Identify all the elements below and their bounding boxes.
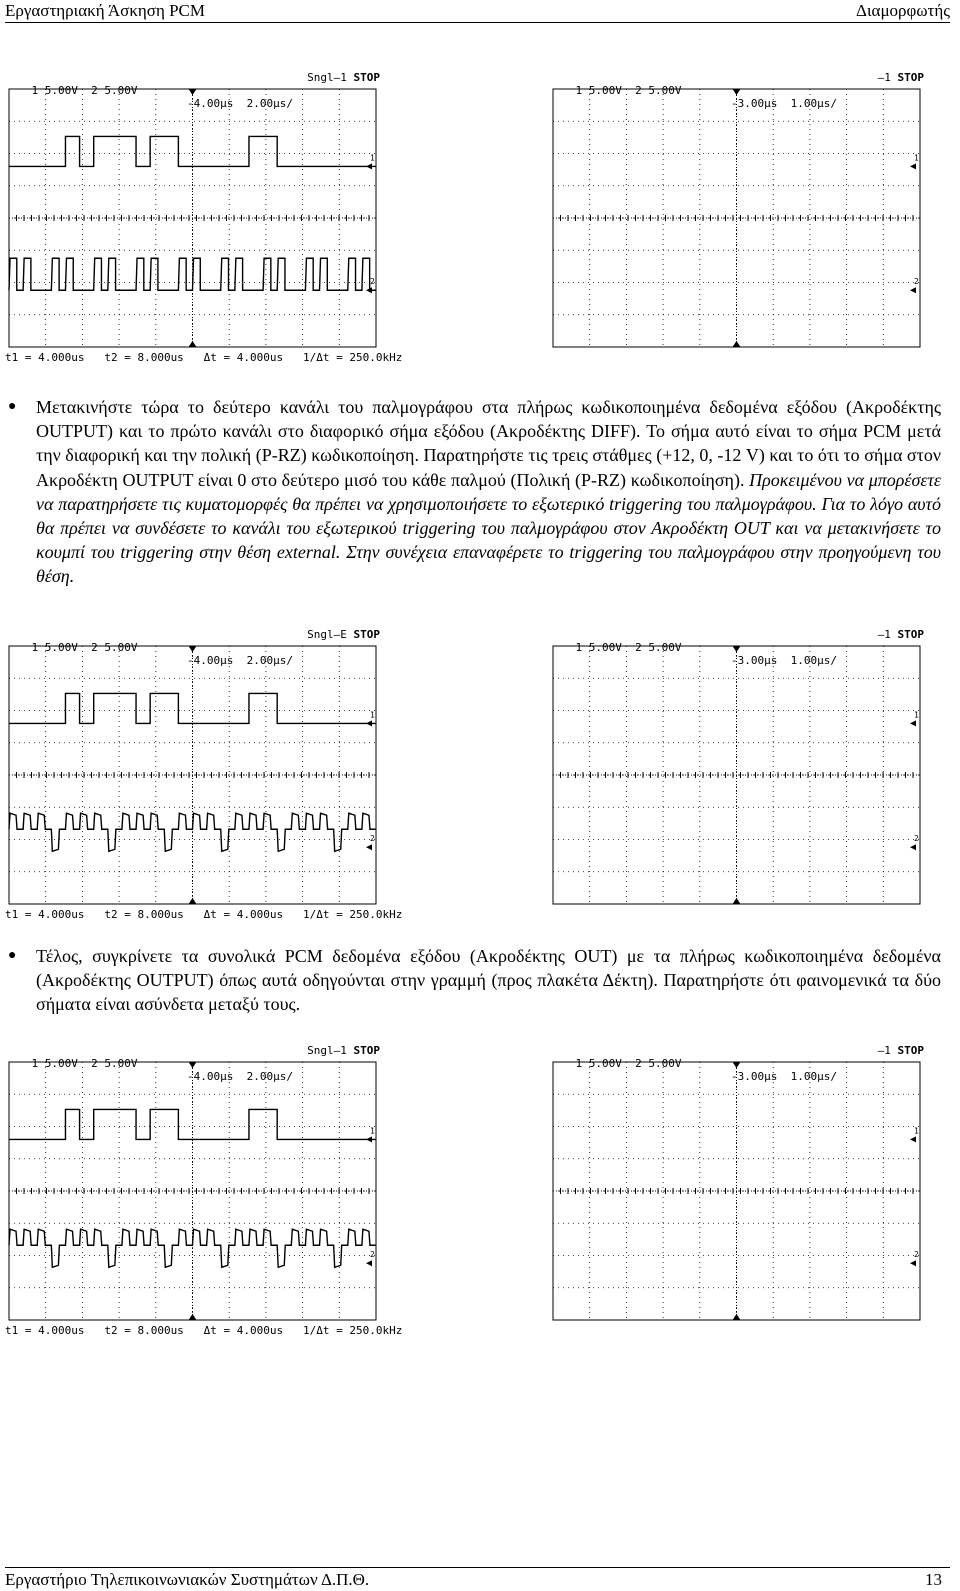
trigger-marker-bottom <box>733 898 741 904</box>
channel-2-marker: 2 <box>914 834 919 844</box>
stop-indicator: STOP <box>897 71 924 84</box>
channel-1-marker: 1 <box>370 153 375 163</box>
paragraph-1-italic: Προκειμένου να μπορέσετε να παρατηρήσετε τις κυματομορφές θα πρέπει να χρησιμοποιήσετε το εξωτερικό triggering του παλμογράφου. Για το λόγο αυτό θα πρέπει να συνδέσετε το κανάλι του εξωτερικού triggering του παλμογράφου στον Ακροδέκτη OUT και να μετακινήσετε το κουμπί του triggering στην θέση external. Στην συνέχεια επαναφέρετε το triggering του παλμογράφου στην προηγούμενη του θέση. <box>36 469 941 587</box>
trigger-marker-bottom <box>733 341 741 347</box>
bullet-icon: ● <box>8 399 17 414</box>
scope-header <box>549 71 924 110</box>
run-status <box>878 628 924 641</box>
bullet-icon: ● <box>8 948 17 963</box>
timebase: -3.00µs 1.00µs/ <box>731 97 837 110</box>
stop-indicator: STOP <box>353 1044 380 1057</box>
stop-indicator: STOP <box>353 71 380 84</box>
timebase: -4.00µs 2.00µs/ <box>187 1070 293 1083</box>
graticule <box>5 1058 380 1324</box>
acq-mode: Sngl <box>307 71 334 84</box>
channel-2-marker: 2 <box>914 1250 919 1260</box>
page-number: 13 <box>925 1570 942 1589</box>
trigger-marker-top <box>733 1062 741 1068</box>
channel-2-ground-marker <box>910 1260 916 1266</box>
header-section: Διαμορφωτής <box>856 1 950 20</box>
paragraph-1-text: Μετακινήστε τώρα το δεύτερο κανάλι του παλμογράφου στα πλήρως κωδικοποιημένα δεδομένα εξόδου (Ακροδέκτης OUTPUT) και το πρώτο κανάλι στο διαφορικό σήμα εξόδου (Ακροδέκτης DIFF). Το σήμα αυτό είναι το σήμα PCM μετά την διαφορική και την πολική (P-RZ) κωδικοποίηση. Παρατηρήστε τις τρεις στάθμες (+12, 0, -12 V) και το ότι το σήμα στον Ακροδέκτη OUTPUT είναι 0 στο δεύτερο μισό του κάθε παλμού (Πολική (P-RZ) κωδικοποίηση). <box>36 397 941 490</box>
channel-1-marker: 1 <box>914 1126 919 1136</box>
scope-screen-2 <box>549 71 924 364</box>
trigger-marker-top <box>189 1062 197 1068</box>
scope-screen-3 <box>5 628 403 921</box>
stop-indicator: STOP <box>897 1044 924 1057</box>
cursor-readout: t1 = 4.000us t2 = 8.000us Δt = 4.000us 1/Δt = 250.0kHz <box>5 1324 403 1337</box>
timebase: -3.00µs 1.00µs/ <box>731 1070 837 1083</box>
paragraph-1 <box>8 395 941 589</box>
scope-screen-5 <box>5 1044 403 1337</box>
acq-mode: Sngl <box>307 1044 334 1057</box>
cursor-readout: t1 = 4.000us t2 = 8.000us Δt = 4.000us 1/Δt = 250.0kHz <box>5 908 403 921</box>
channel-2-ground-marker <box>910 287 916 293</box>
scope-screen-1 <box>5 71 403 364</box>
channel-2-marker: 2 <box>370 1250 375 1260</box>
channel-1-marker: 1 <box>914 710 919 720</box>
run-status <box>878 71 924 84</box>
trigger-source: –1 <box>877 628 891 641</box>
trigger-marker-top <box>733 646 741 652</box>
trigger-source: –1 <box>877 1044 891 1057</box>
channel-1-marker: 1 <box>370 710 375 720</box>
channel-2-marker: 2 <box>370 834 375 844</box>
paragraph-2 <box>8 944 941 1017</box>
trigger-marker-bottom <box>189 1314 197 1320</box>
channel-2-ground-marker <box>366 844 372 850</box>
graticule <box>5 642 380 908</box>
run-status <box>307 1044 380 1057</box>
trigger-source: –1 <box>333 71 347 84</box>
trigger-marker-bottom <box>189 341 197 347</box>
graticule <box>5 85 380 351</box>
header-title: Εργαστηριακή Άσκηση PCM <box>5 1 206 20</box>
scope-header <box>5 71 380 110</box>
scope-screen-4 <box>549 628 924 921</box>
channel-1-ground-marker <box>910 163 916 169</box>
trigger-source: –1 <box>333 1044 347 1057</box>
channel-scale: 1 5.00V 2 5.00V <box>575 641 682 654</box>
cursor-readout: t1 = 4.000us t2 = 8.000us Δt = 4.000us 1/Δt = 250.0kHz <box>5 351 403 364</box>
channel-2-marker: 2 <box>370 277 375 287</box>
graticule <box>549 1058 924 1324</box>
scope-screen-6 <box>549 1044 924 1337</box>
channel-scale: 1 5.00V 2 5.00V <box>31 641 138 654</box>
stop-indicator: STOP <box>897 628 924 641</box>
channel-1-marker: 1 <box>370 1126 375 1136</box>
channel-2-marker: 2 <box>914 277 919 287</box>
channel-1-ground-marker <box>910 1136 916 1142</box>
trigger-source: –1 <box>877 71 891 84</box>
channel-scale: 1 5.00V 2 5.00V <box>31 84 138 97</box>
scope-header <box>549 628 924 667</box>
run-status <box>878 1044 924 1057</box>
channel-scale: 1 5.00V 2 5.00V <box>31 1057 138 1070</box>
graticule <box>549 85 924 351</box>
acq-mode: Sngl <box>307 628 334 641</box>
trigger-marker-top <box>189 89 197 95</box>
graticule <box>549 642 924 908</box>
page-footer <box>5 1567 950 1590</box>
scope-header <box>5 1044 380 1083</box>
footer-lab-name: Εργαστήριο Τηλεπικοινωνιακών Συστημάτων Δ.Π.Θ. <box>5 1570 370 1589</box>
scope-header <box>549 1044 924 1083</box>
paragraph-2-text: Τέλος, συγκρίνετε τα συνολικά PCM δεδομένα εξόδου (Ακροδέκτης OUT) με τα πλήρως κωδικοποιημένα δεδομένα (Ακροδέκτης OUTPUT) όπως αυτά οδηγούνται στην γραμμή (προς πλακέτα Δέκτη). Παρατηρήστε ότι φαινομενικά τα δύο σήματα είναι ασύνδετα μεταξύ τους. <box>36 946 941 1015</box>
timebase: -3.00µs 1.00µs/ <box>731 654 837 667</box>
stop-indicator: STOP <box>353 628 380 641</box>
trigger-source: –E <box>333 628 347 641</box>
timebase: -4.00µs 2.00µs/ <box>187 654 293 667</box>
trigger-marker-bottom <box>733 1314 741 1320</box>
scope-header <box>5 628 380 667</box>
channel-scale: 1 5.00V 2 5.00V <box>575 1057 682 1070</box>
trigger-marker-bottom <box>189 898 197 904</box>
run-status <box>307 71 380 84</box>
trigger-marker-top <box>733 89 741 95</box>
channel-2-ground-marker <box>910 844 916 850</box>
channel-scale: 1 5.00V 2 5.00V <box>575 84 682 97</box>
channel-1-marker: 1 <box>914 153 919 163</box>
page-header <box>5 0 950 23</box>
channel-1-ground-marker <box>910 720 916 726</box>
channel-2-ground-marker <box>366 1260 372 1266</box>
timebase: -4.00µs 2.00µs/ <box>187 97 293 110</box>
run-status <box>307 628 380 641</box>
trigger-marker-top <box>189 646 197 652</box>
